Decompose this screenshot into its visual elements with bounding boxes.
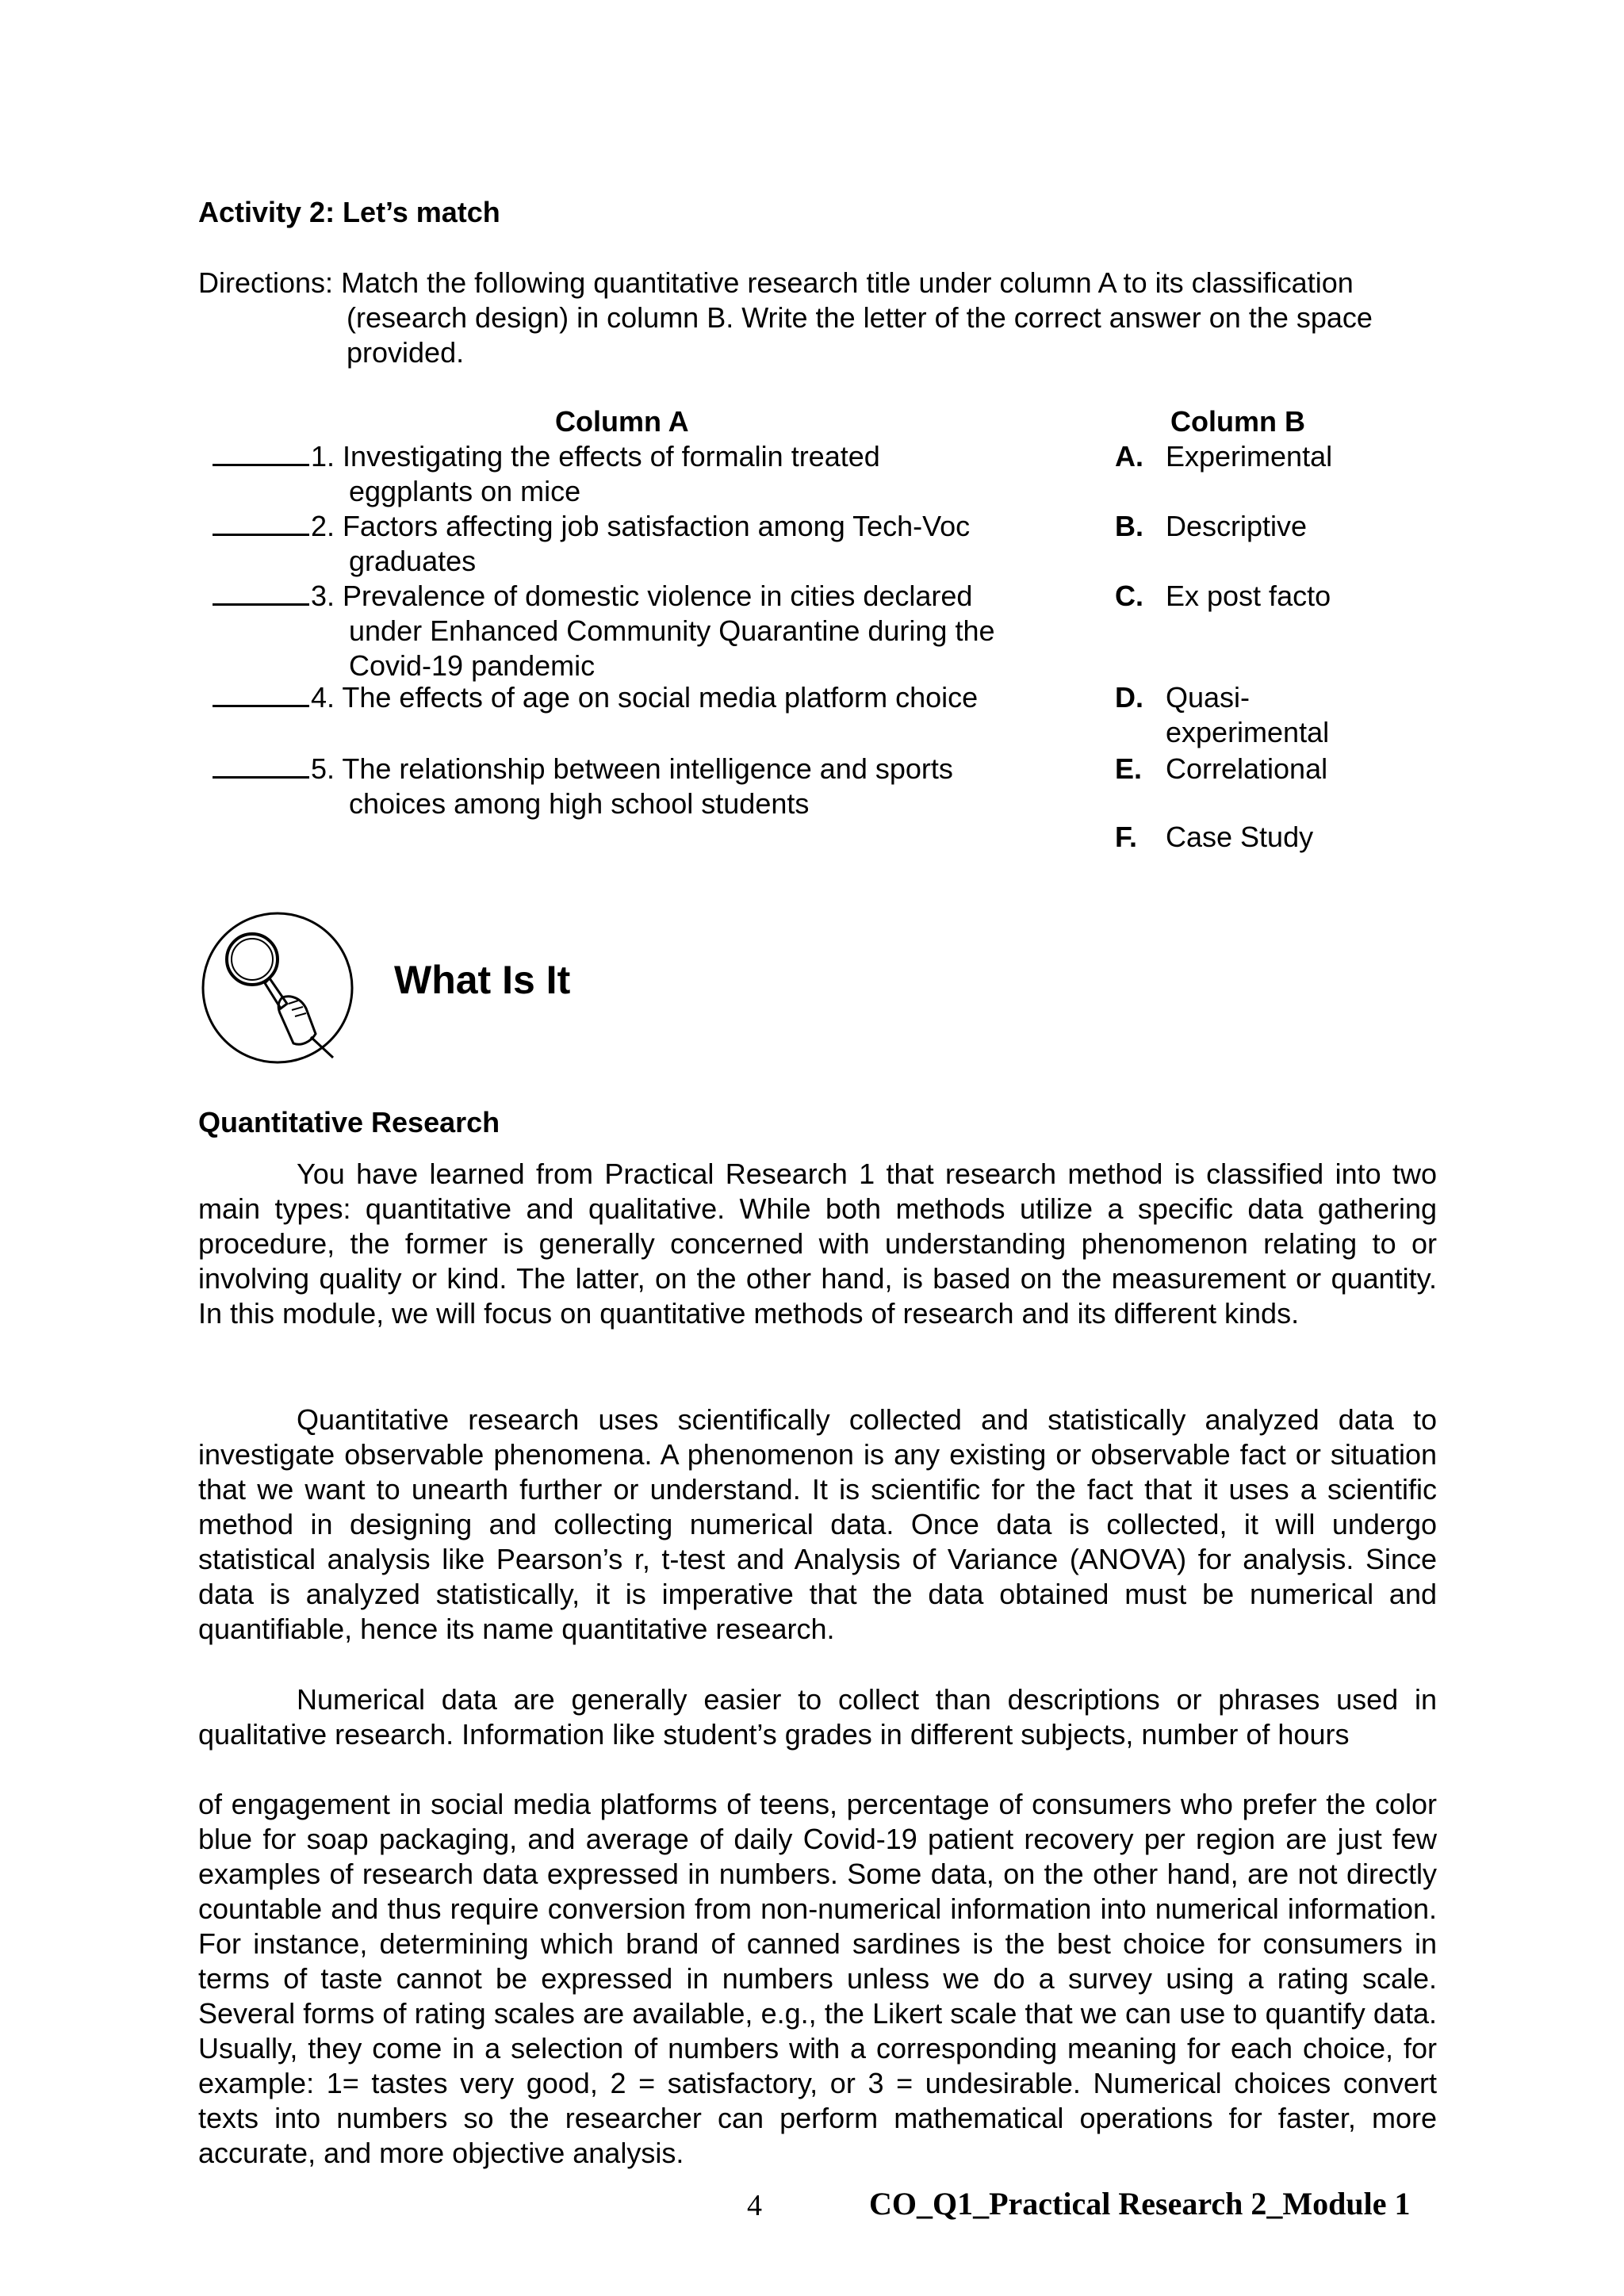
activity-title: Activity 2: Let’s match [198, 196, 500, 228]
answer-blank-4[interactable] [213, 681, 309, 707]
column-a-header: Column A [555, 405, 689, 438]
option-letter-a: A. [1115, 440, 1143, 473]
paragraph-4: of engagement in social media platforms of teens, percentage of consumers who prefer the color blue for soap packaging, and average of daily Covid-19 patient recovery per region are just few examples of research data expressed in numbers. Some data, on the other hand, are not directly countable and thus require conversion from non-numerical information into numerical information. For instance, determining which brand of canned sardines is the best choice for consumers in terms of taste cannot be expressed in numbers unless we do a survey using a rating scale. Several forms of rating scales are available, e.g., the Likert scale that we can use to quantify data. Usually, they come in a selection of numbers with a corresponding meaning for each choice, for example: 1= tastes very good, 2 = satisfactory, or 3 = undesirable. Numerical choices convert texts into numbers so the researcher can perform mathematical operations for faster, more accurate, and more objective analysis. [198, 1788, 1437, 2169]
directions-line-1: Match the following quantitative research title under column A to its classification [341, 266, 1354, 299]
directions-label: Directions: [198, 266, 334, 299]
column-b-header: Column B [1170, 405, 1305, 438]
paragraph-2: Quantitative research uses scientifically collected and statistically analyzed data to investigate observable phenomena. A phenomenon is any existing or observable fact or situation that we want to unearth further or understand. It is scientific for the fact that it uses a scientific method in designing and collecting numerical data. Once data is collected, it will undergo statistical analysis like Pearson’s r, t-test and Analysis of Variance (ANOVA) for analysis. Since data is analyzed statistically, it is imperative that the data obtained must be numerical and quantifiable, hence its name quantitative research. [198, 1403, 1437, 1645]
answer-blank-1[interactable] [213, 440, 309, 466]
option-letter-b: B. [1115, 510, 1143, 542]
paragraph-3: Numerical data are generally easier to collect than descriptions or phrases used in qualitative research. Information like student’s grades in different subjects, number of hours [198, 1683, 1437, 1751]
magnifying-glass-icon [200, 910, 355, 1066]
option-text-d: Quasi- experimental [1166, 681, 1330, 748]
column-a-item-4: 4. The effects of age on social media platform choice [213, 680, 1053, 715]
section-title: What Is It [394, 958, 571, 1002]
option-text-a: Experimental [1166, 440, 1333, 473]
module-footer: CO_Q1_Practical Research 2_Module 1 [869, 2186, 1411, 2221]
answer-blank-2[interactable] [213, 510, 309, 536]
column-a-item-3: 3. Prevalence of domestic violence in cities declared under Enhanced Community Quarantine during the Covid-19 pandemic [213, 579, 1053, 683]
option-letter-e: E. [1115, 752, 1143, 785]
paragraph-1: You have learned from Practical Research 1 that research method is classified into two main types: quantitative and qualitative. While both methods utilize a specific data gathering procedure, the former is generally concerned with understanding phenomenon relating to or involving quality or kind. The latter, on the other hand, is based on the measurement or quantity. In this module, we will focus on quantitative methods of research and its different kinds. [198, 1158, 1437, 1330]
column-a-item-1: 1. Investigating the effects of formalin treated eggplants on mice [213, 439, 1053, 509]
option-letter-f: F. [1115, 821, 1138, 853]
column-a-item-5: 5. The relationship between intelligence and sports choices among high school students [213, 752, 1053, 821]
answer-blank-3[interactable] [213, 580, 309, 606]
option-text-f: Case Study [1166, 821, 1314, 853]
option-text-b: Descriptive [1166, 510, 1308, 542]
page-number: 4 [747, 2189, 762, 2222]
option-letter-c: C. [1115, 580, 1143, 612]
option-text-c: Ex post facto [1166, 580, 1331, 612]
directions-line-3: provided. [347, 336, 465, 369]
answer-blank-5[interactable] [213, 752, 309, 779]
subheading: Quantitative Research [198, 1106, 500, 1138]
directions [198, 266, 1443, 300]
directions-line-2: (research design) in column B. Write the letter of the correct answer on the space [347, 301, 1373, 334]
option-letter-d: D. [1115, 681, 1143, 714]
column-a-item-2: 2. Factors affecting job satisfaction among Tech-Voc graduates [213, 509, 1053, 579]
option-text-e: Correlational [1166, 752, 1328, 785]
